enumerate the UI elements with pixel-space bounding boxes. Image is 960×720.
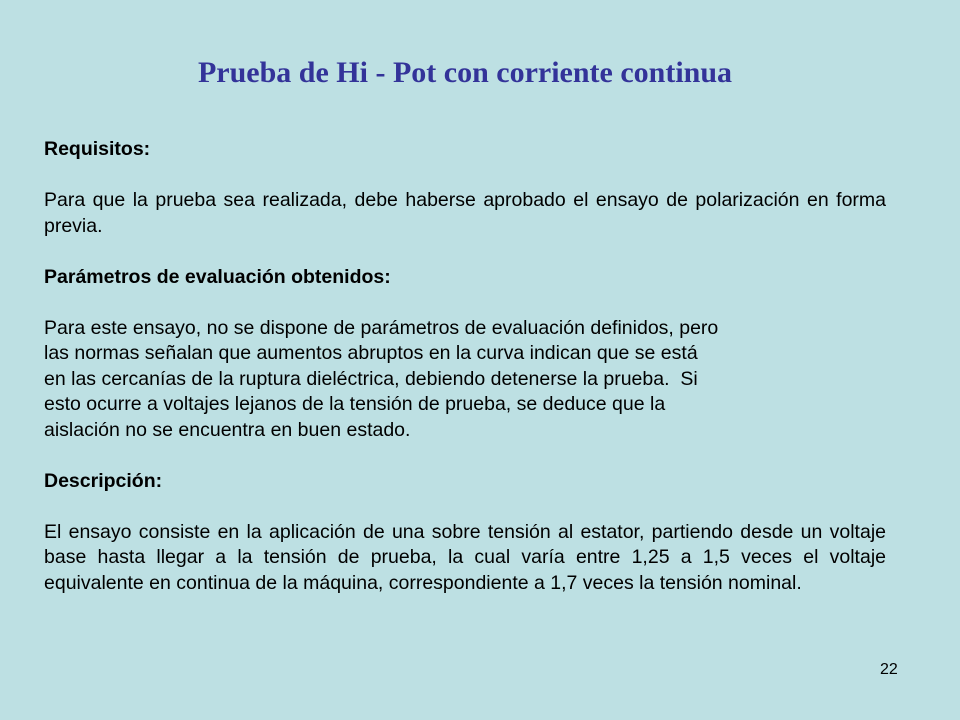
slide-title: Prueba de Hi - Pot con corriente continua [197, 56, 733, 89]
descripcion-text: El ensayo consiste en la aplicación de una sobre tensión al estator, partiendo desde un voltaje base hasta llegar a la tensión de prueba, la cual varía entre 1,25 a 1,5 veces el voltaje equivalente en continua de la máquina, correspondiente a 1,7 veces la tensión nominal. [44, 520, 886, 594]
parametros-text [44, 316, 886, 444]
slide-content [44, 137, 886, 596]
parametros-heading: Parámetros de evaluación obtenidos: [44, 265, 391, 288]
parametros-line: en las cercanías de la ruptura dieléctrica, debiendo detenerse la prueba. Si [44, 367, 698, 390]
parametros-line: esto ocurre a voltajes lejanos de la tensión de prueba, se deduce que la [44, 393, 666, 415]
page-number: 22 [880, 661, 898, 678]
requisitos-text: Para que la prueba sea realizada, debe haberse aprobado el ensayo de polarización en forma previa. [44, 189, 886, 237]
descripcion-heading: Descripción: [44, 469, 163, 492]
parametros-line: las normas señalan que aumentos abruptos en la curva indican que se está [44, 342, 698, 364]
parametros-line: aislación no se encuentra en buen estado. [44, 418, 411, 441]
parametros-line: Para este ensayo, no se dispone de parámetros de evaluación definidos, pero [44, 316, 719, 339]
requisitos-heading: Requisitos: [44, 138, 151, 160]
